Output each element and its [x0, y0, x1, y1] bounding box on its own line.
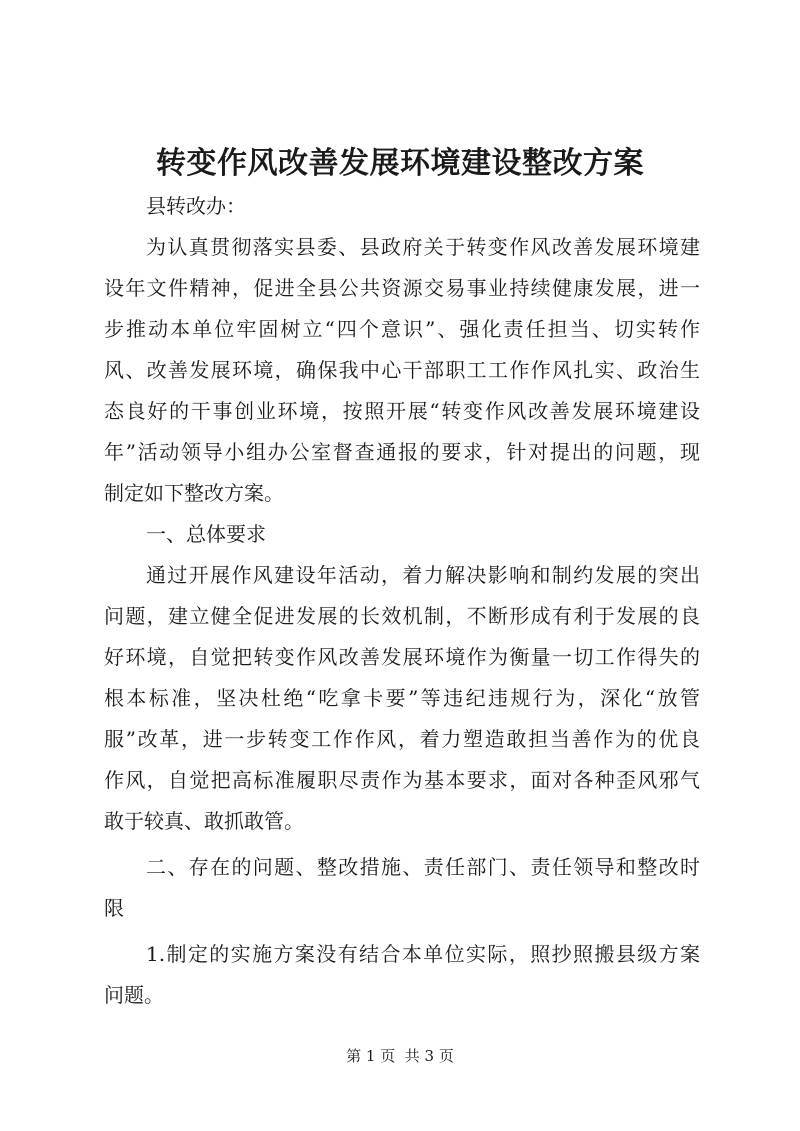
- paragraph-line: 根本标准，坚决杜绝“吃拿卡要”等违纪违规行为，深化“放管: [104, 686, 700, 710]
- heading-line: 二、存在的问题、整改措施、责任部门、责任领导和整改时: [146, 855, 700, 879]
- section-heading-problems: [104, 847, 700, 929]
- section-heading-general-requirements: 一、总体要求: [146, 522, 266, 546]
- item-line: 问题。: [104, 983, 164, 1007]
- paragraph-line: 态良好的干事创业环境，按照开展“转变作风改善发展环境建设: [104, 399, 700, 423]
- paragraph-line: 好环境，自觉把转变作风改善发展环境作为衡量一切工作得失的: [104, 645, 700, 669]
- document-title: 转变作风改善发展环境建设整改方案: [156, 146, 644, 181]
- paragraph-line: 制定如下整改方案。: [104, 481, 284, 505]
- paragraph-line: 年”活动领导小组办公室督查通报的要求，针对提出的问题，现: [104, 440, 700, 464]
- paragraph-general-requirements: [104, 555, 700, 842]
- paragraph-line: 风、改善发展环境，确保我中心干部职工工作作风扎实、政治生: [104, 358, 700, 382]
- item-line: 1.制定的实施方案没有结合本单位实际，照抄照搬县级方案: [146, 942, 700, 966]
- problem-item-1: [104, 934, 700, 1016]
- document-body: [104, 186, 700, 1016]
- paragraph-line: 为认真贯彻落实县委、县政府关于转变作风改善发展环境建: [146, 235, 700, 259]
- addressee: 县转改办：: [146, 194, 246, 218]
- paragraph-line: 敢于较真、敢抓敢管。: [104, 809, 304, 833]
- heading-line: 限: [104, 896, 124, 920]
- paragraph-line: 服”改革，进一步转变工作作风，着力塑造敢担当善作为的优良: [104, 727, 700, 751]
- paragraph-intro: [104, 227, 700, 514]
- page-number: 第 1 页 共 3 页: [346, 1047, 454, 1065]
- paragraph-line: 问题，建立健全促进发展的长效机制，不断形成有利于发展的良: [104, 604, 700, 628]
- paragraph-line: 设年文件精神，促进全县公共资源交易事业持续健康发展，进一: [104, 276, 700, 300]
- paragraph-line: 步推动本单位牢固树立“四个意识”、强化责任担当、切实转作: [104, 317, 700, 341]
- paragraph-line: 通过开展作风建设年活动，着力解决影响和制约发展的突出: [146, 563, 700, 587]
- paragraph-line: 作风，自觉把高标准履职尽责作为基本要求，面对各种歪风邪气: [104, 768, 700, 792]
